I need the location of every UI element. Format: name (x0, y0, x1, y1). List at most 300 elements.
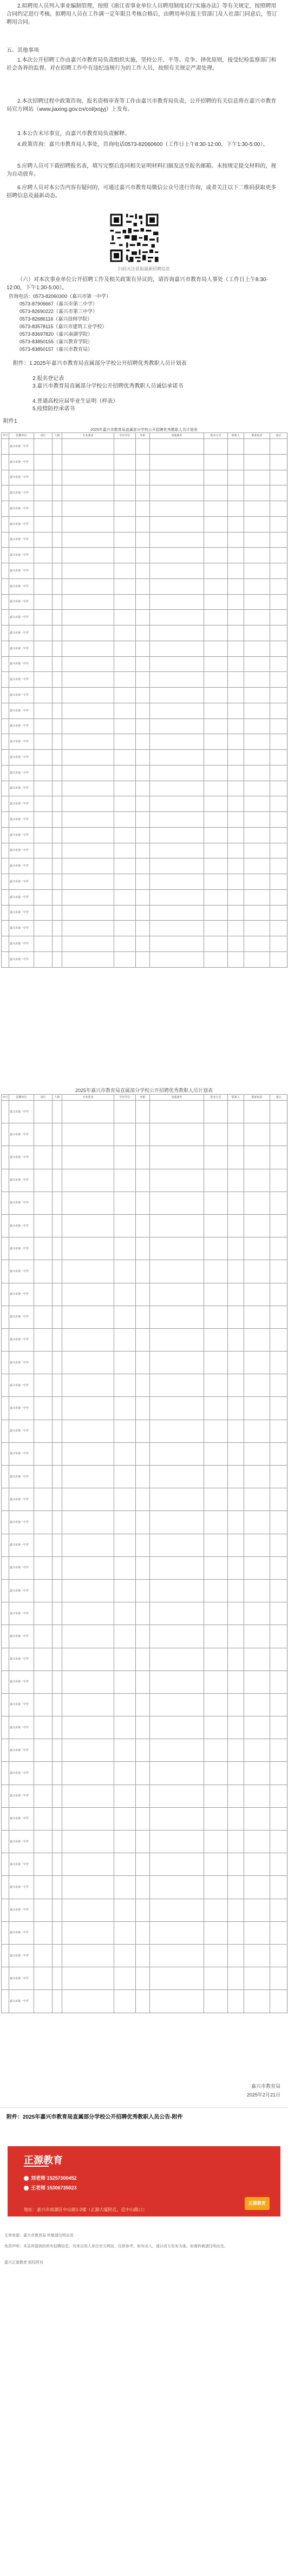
table-row (2, 1990, 287, 2013)
ad-banner[interactable] (0, 2141, 288, 2222)
table-cell (204, 889, 228, 905)
table-cell (244, 718, 270, 734)
table-cell (53, 1625, 62, 1648)
table-cell (136, 578, 150, 594)
table-row (2, 594, 287, 610)
table-cell (270, 1648, 287, 1670)
table-cell: 嘉兴市第一中学 (9, 1899, 34, 1921)
table-cell (228, 765, 244, 781)
table-cell (34, 1625, 53, 1648)
table-cell (244, 1831, 270, 1853)
table-cell (62, 1397, 114, 1420)
table-cell (53, 1716, 62, 1739)
attachment-item-5: 5.疫情防控承诺书 (32, 406, 75, 412)
table-cell (34, 796, 53, 812)
table-cell (62, 688, 114, 703)
paragraph-text: 5.应聘人员可下载招聘报名表，填写完整后连同相关证明材料扫描发送至报名邮箱。未按规定提交材料的，视为自动放弃。 (6, 163, 277, 177)
table-cell (244, 1625, 270, 1648)
table-cell (53, 703, 62, 718)
table-cell (204, 1625, 228, 1648)
table-cell (62, 610, 114, 625)
table-cell (53, 1420, 62, 1442)
table-cell (62, 734, 114, 750)
table-cell: 嘉兴市第一中学 (9, 656, 34, 672)
table-cell (244, 765, 270, 781)
table-cell (150, 951, 204, 967)
table-cell (244, 1283, 270, 1306)
table-cell (114, 1739, 136, 1762)
table-row (2, 781, 287, 796)
attachment-download-link[interactable]: 附件：2025年嘉兴市教育局直属部分学校公开招聘优秀教职人员公告-附件 (6, 2114, 183, 2120)
table-cell (270, 1169, 287, 1192)
table-cell (150, 1237, 204, 1260)
contact-line-4: 0573-82686116（嘉兴技师学院） (19, 316, 93, 322)
table-cell (2, 625, 9, 641)
contact-line-7: 0573-83850155（嘉兴教育学院） (19, 339, 93, 344)
recruitment-plan-table-2 (1, 1094, 287, 2013)
table-cell (34, 781, 53, 796)
table-cell (114, 594, 136, 610)
table-cell (34, 1442, 53, 1465)
table-cell (2, 1693, 9, 1716)
table-cell (2, 1283, 9, 1306)
table-cell (244, 703, 270, 718)
table-cell: 嘉兴市第一中学 (9, 718, 34, 734)
table-cell (150, 1670, 204, 1693)
table-cell (114, 1123, 136, 1146)
table-cell (53, 439, 62, 455)
table-cell (244, 516, 270, 532)
table-cell: 嘉兴市第一中学 (9, 750, 34, 766)
table-cell (228, 485, 244, 501)
table-cell (62, 1374, 114, 1397)
table-cell (34, 1260, 53, 1283)
table-header-cell: 学历学位 (114, 433, 136, 439)
table-cell (114, 1328, 136, 1351)
table-cell (136, 1260, 150, 1283)
table-cell (62, 1511, 114, 1534)
table-cell (204, 1169, 228, 1192)
table-cell: 嘉兴市第一中学 (9, 1488, 34, 1511)
table-cell (204, 796, 228, 812)
table-cell (150, 874, 204, 890)
table-header-cell: 人数 (53, 433, 62, 439)
table-cell (270, 1466, 287, 1488)
table-header-cell: 序号 (2, 1095, 9, 1101)
table-cell (34, 951, 53, 967)
table-cell (53, 1990, 62, 2013)
table-cell (204, 563, 228, 579)
table-cell (2, 1716, 9, 1739)
table-cell (62, 889, 114, 905)
table-cell: 嘉兴市第一中学 (9, 1807, 34, 1830)
table-cell (2, 1785, 9, 1807)
table-cell (270, 718, 287, 734)
table-cell (53, 1944, 62, 1967)
table-row (2, 1192, 287, 1214)
table-cell (62, 1579, 114, 1602)
table-cell (270, 1374, 287, 1397)
table-cell (34, 1306, 53, 1328)
table-cell (62, 921, 114, 936)
table-cell (114, 936, 136, 952)
table-cell (34, 858, 53, 874)
table-cell (228, 1511, 244, 1534)
table-cell (244, 1511, 270, 1534)
table-cell (2, 1579, 9, 1602)
table-cell (204, 1807, 228, 1830)
table-cell (204, 1648, 228, 1670)
table-cell (53, 1214, 62, 1237)
table-cell (2, 1260, 9, 1283)
table-cell: 嘉兴市第一中学 (9, 905, 34, 921)
table-cell (270, 1625, 287, 1648)
table-cell (114, 610, 136, 625)
table-cell (114, 625, 136, 641)
paragraph-explanation (6, 130, 282, 138)
table-cell: 嘉兴市第一中学 (9, 1853, 34, 1876)
table-cell (150, 1853, 204, 1876)
table-cell (114, 1352, 136, 1374)
table-row (2, 548, 287, 563)
table-cell (204, 439, 228, 455)
table-cell (150, 1785, 204, 1807)
table-cell (228, 1967, 244, 1990)
table-row (2, 1785, 287, 1807)
table-cell (136, 1716, 150, 1739)
table-cell (53, 1466, 62, 1488)
table-cell: 嘉兴市第一中学 (9, 1306, 34, 1328)
table-cell (150, 1214, 204, 1237)
table-cell (34, 1693, 53, 1716)
table-cell (150, 1739, 204, 1762)
table-cell (62, 936, 114, 952)
table-row (2, 796, 287, 812)
table-cell (270, 485, 287, 501)
table-cell (62, 1534, 114, 1556)
table-cell (53, 1192, 62, 1214)
table-cell (62, 1648, 114, 1670)
table-cell (136, 1831, 150, 1853)
table-cell (114, 1921, 136, 1944)
table-cell: 嘉兴市第一中学 (9, 843, 34, 858)
table-cell (228, 672, 244, 688)
table-cell (150, 1625, 204, 1648)
table-cell (2, 1192, 9, 1214)
table-cell (136, 485, 150, 501)
table-cell: 嘉兴市第一中学 (9, 1466, 34, 1488)
table-cell: 嘉兴市第一中学 (9, 703, 34, 718)
table-cell: 嘉兴市第一中学 (9, 439, 34, 455)
table-row (2, 1625, 287, 1648)
table-cell (150, 1762, 204, 1785)
table-row (2, 1716, 287, 1739)
table-header-cell: 联系人 (228, 1095, 244, 1101)
table-cell (2, 1352, 9, 1374)
table-cell (204, 1328, 228, 1351)
table-cell (136, 688, 150, 703)
table-cell (114, 578, 136, 594)
table-cell (62, 548, 114, 563)
table-cell (150, 1807, 204, 1830)
table-cell (53, 1237, 62, 1260)
table-cell (270, 1260, 287, 1283)
table-cell (34, 625, 53, 641)
table-cell: 嘉兴市第一中学 (9, 1511, 34, 1534)
table-cell (114, 765, 136, 781)
table-cell (270, 1420, 287, 1442)
table-cell (136, 750, 150, 766)
table-cell (270, 827, 287, 843)
table-header-cell: 序号 (2, 433, 9, 439)
table-cell (2, 951, 9, 967)
table-cell (150, 889, 204, 905)
table-cell (34, 548, 53, 563)
table-cell (204, 1716, 228, 1739)
table-cell (270, 921, 287, 936)
table-cell (62, 641, 114, 656)
table-cell (62, 1420, 114, 1442)
footer-disclaimer: 免责声明：本站所提供的所有招聘信息，均来自用人单位官方网站，仅供参考，如有出入，请以官方发布为准。如需转载请注明出处。 (4, 2245, 228, 2248)
table-cell (244, 656, 270, 672)
table-cell (150, 470, 204, 485)
table-cell (53, 1831, 62, 1853)
table-cell (204, 827, 228, 843)
table-cell (228, 874, 244, 890)
table-row (2, 1648, 287, 1670)
table-cell (34, 470, 53, 485)
table-cell (2, 889, 9, 905)
table-cell (53, 454, 62, 470)
table-cell (228, 1123, 244, 1146)
table-cell (228, 1807, 244, 1830)
table-cell: 嘉兴市第一中学 (9, 921, 34, 936)
table-cell (228, 1306, 244, 1328)
table-cell (34, 1556, 53, 1579)
table-cell (53, 594, 62, 610)
table-header-cell: 联系人 (228, 433, 244, 439)
table-cell (62, 1831, 114, 1853)
table-cell (136, 843, 150, 858)
table-title: 2025年嘉兴市教育局直属部分学校公开招聘优秀教职人员计划表 (90, 428, 198, 432)
table-cell (2, 1853, 9, 1876)
table-cell (270, 1534, 287, 1556)
table-cell (244, 936, 270, 952)
table-cell (114, 688, 136, 703)
table-row (2, 1123, 287, 1146)
table-cell (244, 454, 270, 470)
table-cell (204, 1853, 228, 1876)
table-row (2, 1899, 287, 1921)
table-cell (136, 1123, 150, 1146)
table-cell (204, 625, 228, 641)
table-cell (114, 858, 136, 874)
table-cell (34, 718, 53, 734)
table-cell (136, 951, 150, 967)
table-cell (62, 827, 114, 843)
table-cell (204, 1488, 228, 1511)
table-row (2, 454, 287, 470)
table-cell (228, 1648, 244, 1670)
table-cell (34, 1944, 53, 1967)
table-cell (114, 1625, 136, 1648)
table-cell (244, 641, 270, 656)
table-cell (34, 1899, 53, 1921)
table-cell (114, 641, 136, 656)
table-cell (150, 1260, 204, 1283)
table-cell (136, 672, 150, 688)
table-cell (136, 454, 150, 470)
table-cell (114, 1146, 136, 1169)
table-header-cell: 报名方式 (204, 433, 228, 439)
table-cell: 嘉兴市第一中学 (9, 1739, 34, 1762)
table-cell (204, 1101, 228, 1123)
table-cell: 嘉兴市第一中学 (9, 1967, 34, 1990)
table-cell (2, 1876, 9, 1899)
table-cell (114, 905, 136, 921)
table-cell (204, 610, 228, 625)
table-cell (228, 1944, 244, 1967)
table-row (2, 1146, 287, 1169)
table-cell (114, 548, 136, 563)
table-cell (204, 594, 228, 610)
table-cell (2, 1123, 9, 1146)
table-cell (136, 827, 150, 843)
table-cell (62, 1328, 114, 1351)
table-row (2, 1488, 287, 1511)
table-cell (204, 501, 228, 517)
table-cell (228, 594, 244, 610)
table-row (2, 905, 287, 921)
table-cell (244, 1169, 270, 1192)
table-cell (204, 470, 228, 485)
table-cell (136, 563, 150, 579)
table-cell: 嘉兴市第一中学 (9, 610, 34, 625)
ad-phone-2: 王老师 15306735023 (24, 2184, 77, 2191)
table-cell (204, 1944, 228, 1967)
table-cell (270, 858, 287, 874)
table-cell (2, 532, 9, 548)
table-cell: 嘉兴市第一中学 (9, 1420, 34, 1442)
table-cell (244, 1967, 270, 1990)
table-cell (34, 610, 53, 625)
table-cell (228, 1146, 244, 1169)
table-cell (2, 485, 9, 501)
table-cell (204, 936, 228, 952)
table-cell (53, 921, 62, 936)
table-cell (34, 936, 53, 952)
table-row (2, 1534, 287, 1556)
table-cell (270, 1670, 287, 1693)
ad-phone-1: 刘老师 15257300452 (24, 2174, 77, 2181)
paragraph-materials (6, 162, 282, 178)
table-cell (204, 1899, 228, 1921)
table-cell (244, 1260, 270, 1283)
table-cell (270, 578, 287, 594)
table-cell (136, 1967, 150, 1990)
table-cell (2, 578, 9, 594)
table-row (2, 532, 287, 548)
table-cell (204, 1579, 228, 1602)
table-cell (53, 1921, 62, 1944)
table-cell (62, 1670, 114, 1693)
table-row (2, 1328, 287, 1351)
table-cell (150, 1374, 204, 1397)
table-cell: 嘉兴市第一中学 (9, 1602, 34, 1625)
table-cell (2, 858, 9, 874)
phone-icon (24, 2186, 29, 2191)
table-cell (136, 1670, 150, 1693)
table-cell (53, 1648, 62, 1670)
table-cell (114, 1214, 136, 1237)
table-cell (228, 1670, 244, 1693)
table-cell (136, 1169, 150, 1192)
table-cell (150, 1123, 204, 1146)
table-row (2, 1944, 287, 1967)
table-header-cell: 其他条件 (150, 433, 204, 439)
table-cell (2, 672, 9, 688)
table-cell (114, 1602, 136, 1625)
table-cell (150, 936, 204, 952)
table-cell (2, 1397, 9, 1420)
table-cell (62, 1853, 114, 1876)
table-cell (270, 688, 287, 703)
table-cell (114, 454, 136, 470)
table-cell (270, 1990, 287, 2013)
table-cell (136, 1739, 150, 1762)
table-cell (34, 905, 53, 921)
table-cell (62, 563, 114, 579)
table-cell (228, 439, 244, 455)
table-cell (136, 1511, 150, 1534)
table-cell (150, 501, 204, 517)
table-cell (270, 594, 287, 610)
table-cell (136, 1352, 150, 1374)
table-cell (150, 594, 204, 610)
table-cell (34, 1466, 53, 1488)
table-header-cell: 岗位 (34, 1095, 53, 1101)
table-cell (270, 1899, 287, 1921)
table-cell (150, 610, 204, 625)
table-cell: 嘉兴市第一中学 (9, 578, 34, 594)
table-cell (34, 921, 53, 936)
table-cell (2, 1762, 9, 1785)
table-cell: 嘉兴市第一中学 (9, 734, 34, 750)
table-cell (62, 1283, 114, 1306)
table-cell (62, 1488, 114, 1511)
table-row (2, 1670, 287, 1693)
table-cell (204, 703, 228, 718)
table-row (2, 563, 287, 579)
table-cell (228, 1192, 244, 1214)
table-header-cell: 其他条件 (150, 1095, 204, 1101)
table-cell (62, 656, 114, 672)
footer-source: 文章来源：嘉兴市教育局 转载请注明出处 (4, 2234, 74, 2238)
table-cell (270, 1442, 287, 1465)
table-cell (270, 1762, 287, 1785)
table-cell (244, 750, 270, 766)
table-row (2, 1967, 287, 1990)
table-cell (204, 1876, 228, 1899)
table-cell (2, 454, 9, 470)
table-cell (228, 1831, 244, 1853)
table-cell (53, 843, 62, 858)
table-cell (136, 1146, 150, 1169)
table-cell (228, 688, 244, 703)
table-cell (244, 1192, 270, 1214)
table-cell (34, 656, 53, 672)
table-cell (136, 1876, 150, 1899)
